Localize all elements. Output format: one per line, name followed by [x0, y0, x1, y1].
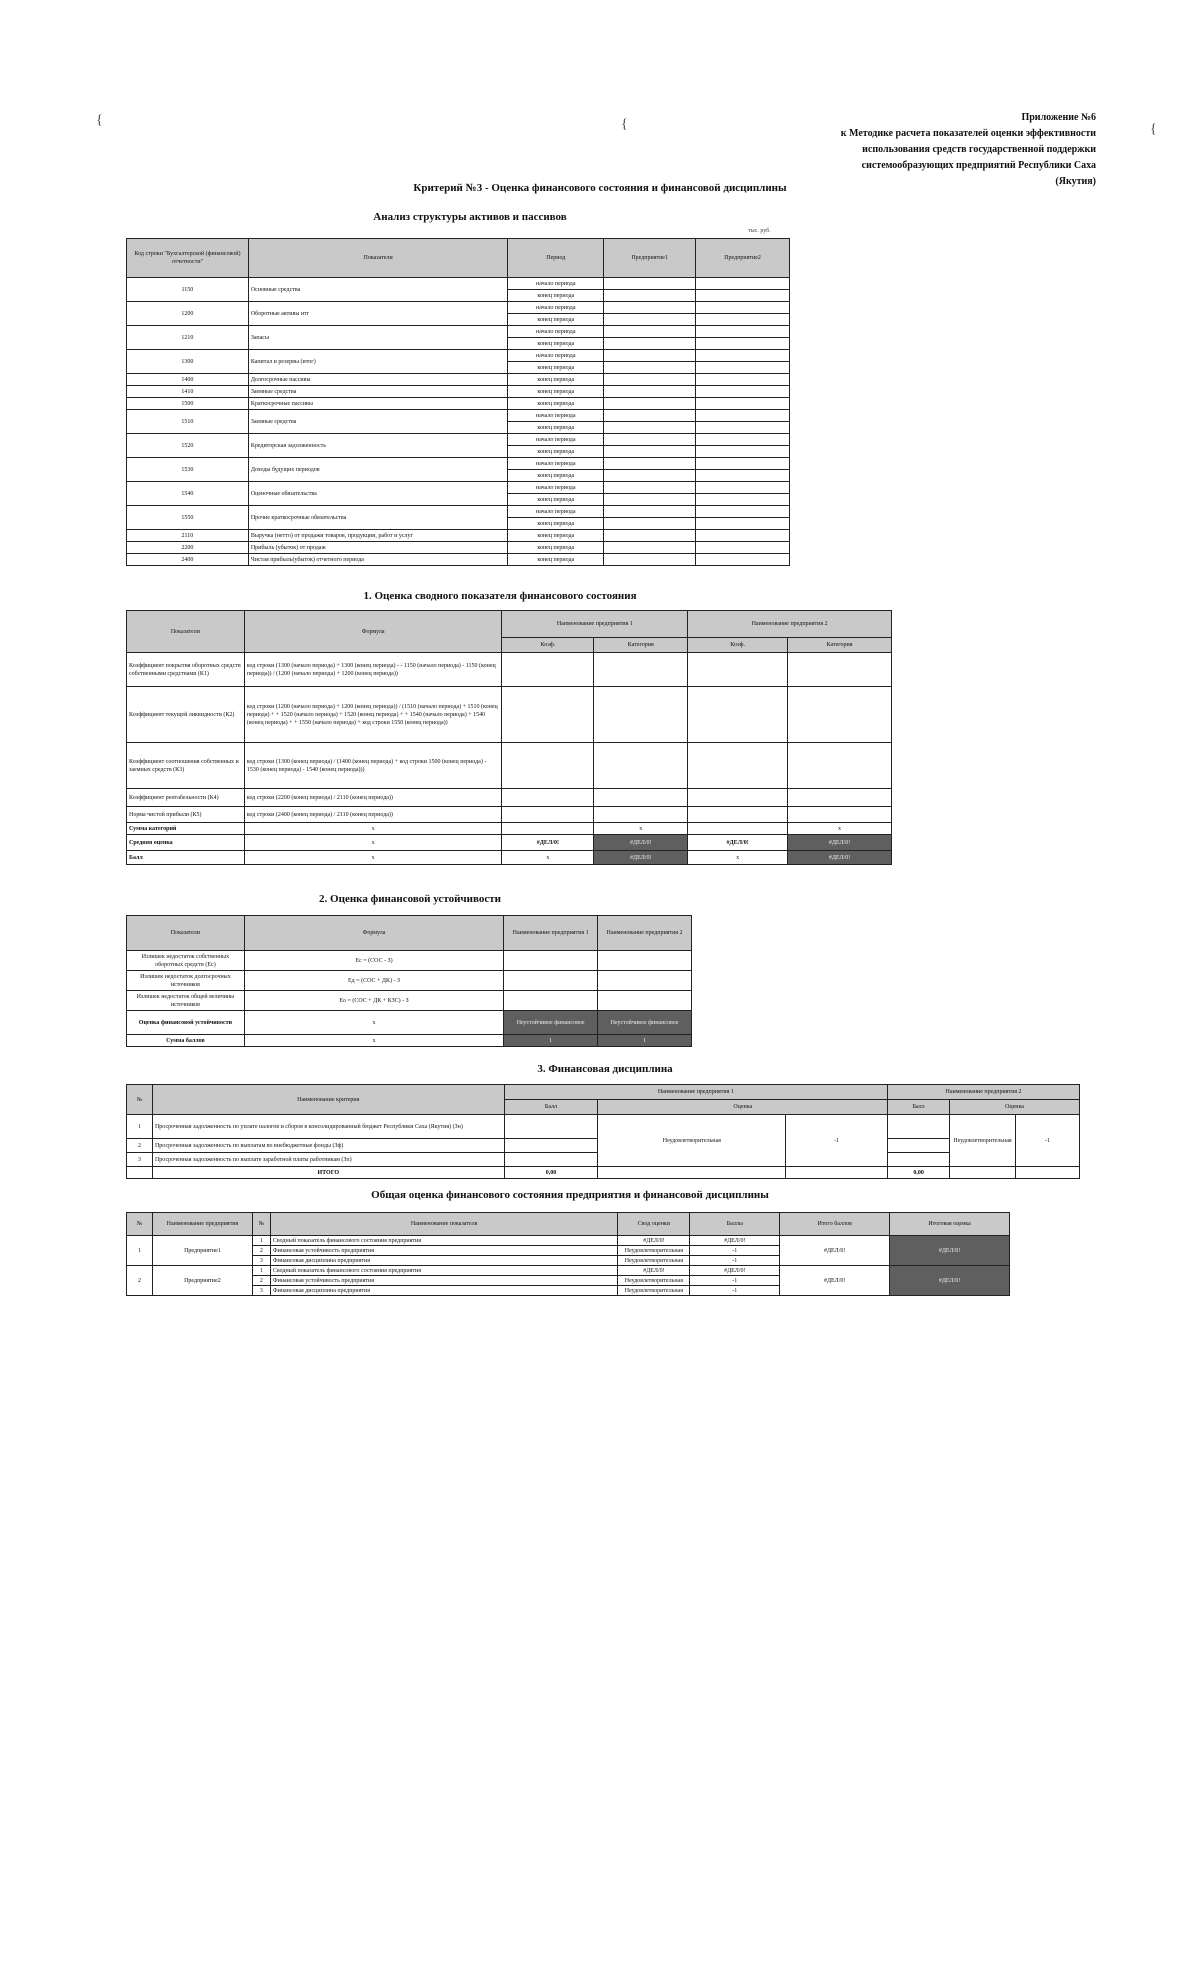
value-cell [604, 470, 696, 482]
col-enterprise2: Предприятие2 [696, 239, 790, 278]
row-indicator: Краткосрочные пассивы [248, 398, 508, 410]
value-cell [604, 554, 696, 566]
ov-col-points: Баллы [690, 1213, 780, 1236]
sum-categories-label: Сумма категорий [127, 823, 245, 835]
row-period: конец периода [508, 494, 604, 506]
row-indicator: Заемные средства [248, 410, 508, 434]
x-mark: х [594, 823, 688, 835]
analysis-row [127, 326, 790, 338]
row-period: конец периода [508, 398, 604, 410]
ov-points: #ДЕЛ/0! [690, 1236, 780, 1246]
ov-summary: #ДЕЛ/0! [618, 1266, 690, 1276]
score-one-cell: 1 [598, 1035, 692, 1047]
ov-summary: Неудовлетворительная [618, 1276, 690, 1286]
value-cell [604, 398, 696, 410]
value-cell [696, 410, 790, 422]
value-cell [696, 338, 790, 350]
row-indicator: Долгосрочные пассивы [248, 374, 508, 386]
analysis-body [127, 278, 790, 566]
appendix-line: к Методике расчета показателей оценки эффективности [840, 128, 1096, 139]
ov-final: #ДЕЛ/0! [890, 1236, 1010, 1266]
s2-assess-label: Оценка финансовой устойчивости [127, 1011, 245, 1035]
analysis-row [127, 458, 790, 470]
ov-col-total: Итого баллов [780, 1213, 890, 1236]
row-indicator: Выручка (нетто) от продажи товаров, продукции, работ и услуг [248, 530, 508, 542]
s1-col-coef: Коэф. [688, 638, 788, 653]
x-mark: х [244, 851, 502, 865]
row-code: 1200 [127, 302, 249, 326]
ov-points: -1 [690, 1246, 780, 1256]
appendix-line: Приложение №6 [1021, 112, 1096, 123]
value-cell [696, 362, 790, 374]
ov-enterprise-num: 2 [127, 1266, 153, 1296]
s2-col-formula: Формула [244, 916, 503, 951]
section2-table [126, 915, 692, 1047]
s3-assessment: Неудовлетворительная [598, 1115, 786, 1167]
ov-total: #ДЕЛ/0! [780, 1236, 890, 1266]
row-code: 1520 [127, 434, 249, 458]
s3-col-num: № [127, 1085, 153, 1115]
scan-mark: { [96, 113, 103, 128]
analysis-row [127, 554, 790, 566]
overall-title: Общая оценка финансового состояния предприятия и финансовой дисциплины [371, 1189, 769, 1201]
s3-assessment: Неудовлетворительная [950, 1115, 1016, 1167]
value-cell [604, 410, 696, 422]
value-cell [696, 278, 790, 290]
value-cell [696, 326, 790, 338]
row-period: конец периода [508, 542, 604, 554]
row-indicator: Капитал и резервы (итог) [248, 350, 508, 374]
s1-col-ent2: Наименование предприятия 2 [688, 611, 892, 638]
row-code: 1300 [127, 350, 249, 374]
s1-indicator: Норма чистой прибыли (К5) [127, 807, 245, 823]
total-label: ИТОГО [152, 1167, 504, 1179]
s3-col-score: Балл [888, 1100, 950, 1115]
value-cell [696, 446, 790, 458]
col-period: Период [508, 239, 604, 278]
analysis-row [127, 374, 790, 386]
x-mark: х [502, 851, 594, 865]
s3-col-ent2: Наименование предприятия 2 [888, 1085, 1080, 1100]
analysis-row [127, 410, 790, 422]
overall-table: № Наименование предприятия № Наименование показателя Свод оценки Баллы Итого баллов Итоговая оценка 1 Предприятие1 1 Сводный показатель финансового состояния предприятия #ДЕЛ/0! #ДЕЛ/0! #ДЕЛ/0! #ДЕЛ/0! 2 Финансовая устойчивость предприятия Неудовлетворительная -1 3 Финансовая дисциплина предприятия Неудовлетворительная -1 2 Предприятие2 1 Сводный показатель финансового состояния предприятия #ДЕЛ/0! #ДЕЛ/0! #ДЕЛ/0! #ДЕЛ/0! 2 Финансовая устойчивость предприятия Неудовлетворительная -1 3 Финансовая дисциплина предприятия Неудовлетворительная -1 [126, 1212, 1010, 1296]
unstable-cell: Неустойчивое финансовое [598, 1011, 692, 1035]
row-code: 1510 [127, 410, 249, 434]
row-indicator: Чистая прибыль(убыток) отчетного периода [248, 554, 508, 566]
s1-col-formula: Формула [244, 611, 502, 653]
value-cell [604, 278, 696, 290]
s3-col-score: Балл [504, 1100, 598, 1115]
row-code: 2200 [127, 542, 249, 554]
x-mark: х [688, 851, 788, 865]
x-mark: х [244, 1035, 503, 1047]
appendix-line: использования средств государственной поддержки [862, 144, 1096, 155]
x-mark: х [244, 835, 502, 851]
row-code: 1410 [127, 386, 249, 398]
s3-col-assess: Оценка [950, 1100, 1080, 1115]
s1-formula: код строки (2400 (конец периода) / 2110 (конец периода)) [244, 807, 502, 823]
div0-cell: #ДЕЛ/0! [594, 835, 688, 851]
ov-indicator: Финансовая устойчивость предприятия [270, 1246, 618, 1256]
value-cell [696, 494, 790, 506]
value-cell [604, 458, 696, 470]
row-indicator: Заемные средства [248, 386, 508, 398]
row-period: конец периода [508, 362, 604, 374]
ov-total: #ДЕЛ/0! [780, 1266, 890, 1296]
x-mark: х [788, 823, 892, 835]
analysis-row [127, 434, 790, 446]
s2-indicator: Излишек недостаток собственных оборотных средств (Ес) [127, 951, 245, 971]
s1-col-indicator: Показатели [127, 611, 245, 653]
row-period: конец периода [508, 554, 604, 566]
value-cell [604, 326, 696, 338]
s1-col-category: Категория [594, 638, 688, 653]
value-cell [696, 434, 790, 446]
row-period: начало периода [508, 410, 604, 422]
value-cell [604, 338, 696, 350]
value-cell [604, 314, 696, 326]
s3-row-num: 3 [127, 1153, 153, 1167]
s3-score: -1 [786, 1115, 888, 1167]
ov-indicator: Сводный показатель финансового состояния предприятия [270, 1236, 618, 1246]
row-indicator: Запасы [248, 326, 508, 350]
ov-points: -1 [690, 1256, 780, 1266]
ov-indicator: Финансовая дисциплина предприятия [270, 1256, 618, 1266]
ov-points: -1 [690, 1276, 780, 1286]
ov-col-enterprise: Наименование предприятия [152, 1213, 252, 1236]
value-cell [696, 398, 790, 410]
analysis-row [127, 278, 790, 290]
analysis-row [127, 482, 790, 494]
row-code: 1540 [127, 482, 249, 506]
row-indicator: Кредиторская задолженность [248, 434, 508, 458]
s1-formula: код строки (1200 (начало периода) + 1200 (конец периода)) / (1510 (начало периода) + 1510 (конец периода) + + 1520 (начало периода) + 1520 (конец периода) + + 1540 (начало периода) + 1540 (конец периода) + + 1550 (начало периода) + код строки 1550 (конец периода)) [244, 687, 502, 743]
s1-indicator: Коэффициент рентабельности (К4) [127, 789, 245, 807]
value-cell [696, 542, 790, 554]
ov-col-final: Итоговая оценка [890, 1213, 1010, 1236]
div0-cell: #ДЕЛ/0! [788, 851, 892, 865]
ov-summary: Неудовлетворительная [618, 1286, 690, 1296]
value-cell [696, 458, 790, 470]
value-cell [696, 374, 790, 386]
ov-col-num2: № [252, 1213, 270, 1236]
row-code: 1400 [127, 374, 249, 386]
value-cell [696, 470, 790, 482]
ov-indicator: Финансовая устойчивость предприятия [270, 1276, 618, 1286]
value-cell [696, 350, 790, 362]
analysis-row [127, 506, 790, 518]
col-indicator: Показатели [248, 239, 508, 278]
row-period: начало периода [508, 326, 604, 338]
ov-enterprise-name: Предприятие2 [152, 1266, 252, 1296]
scan-mark: { [621, 117, 628, 132]
ov-col-summary: Свод оценки [618, 1213, 690, 1236]
value-cell [696, 422, 790, 434]
analysis-row [127, 530, 790, 542]
value-cell [604, 518, 696, 530]
row-period: конец периода [508, 374, 604, 386]
s3-score: -1 [1016, 1115, 1080, 1167]
row-indicator: Основные средства [248, 278, 508, 302]
value-cell [604, 422, 696, 434]
main-title: Критерий №3 - Оценка финансового состояния и финансовой дисциплины [413, 182, 787, 194]
s3-col-criterion: Наименование критерия [152, 1085, 504, 1115]
s3-criterion: Просроченная задолженность по выплатам во внебюджетные фонды (Зф) [152, 1139, 504, 1153]
analysis-title: Анализ структуры активов и пассивов [373, 211, 567, 223]
value-cell [696, 506, 790, 518]
analysis-row [127, 302, 790, 314]
appendix-header [841, 110, 1096, 190]
analysis-row [127, 350, 790, 362]
value-cell [604, 482, 696, 494]
row-period: конец периода [508, 338, 604, 350]
s3-row-num: 1 [127, 1115, 153, 1139]
s3-col-ent1: Наименование предприятия 1 [504, 1085, 888, 1100]
s1-indicator: Коэффициент покрытия оборотных средств собственными средствами (К1) [127, 653, 245, 687]
row-code: 1530 [127, 458, 249, 482]
row-indicator: Оборотные активы итг [248, 302, 508, 326]
ov-points: -1 [690, 1286, 780, 1296]
div0-value: #ДЕЛ/0! [688, 835, 788, 851]
s1-col-ent1: Наименование предприятия 1 [502, 611, 688, 638]
s3-criterion: Просроченная задолженность по уплате налогов и сборов в консолидированный бюджет Республики Саха (Якутия) (Зн) [152, 1115, 504, 1139]
x-mark: х [244, 1011, 503, 1035]
section1-title: 1. Оценка сводного показателя финансового состояния [363, 590, 637, 602]
row-code: 1500 [127, 398, 249, 410]
section3-title: 3. Финансовая дисциплина [537, 1063, 673, 1075]
value-cell [696, 386, 790, 398]
s2-col-indicator: Показатели [127, 916, 245, 951]
row-period: конец периода [508, 386, 604, 398]
ov-col-num: № [127, 1213, 153, 1236]
ov-indicator: Финансовая дисциплина предприятия [270, 1286, 618, 1296]
row-code: 1210 [127, 326, 249, 350]
div0-value: #ДЕЛ/0! [502, 835, 594, 851]
section2-title: 2. Оценка финансовой устойчивости [319, 893, 501, 905]
row-period: начало периода [508, 458, 604, 470]
s2-indicator: Излишек недостаток общей величины источников [127, 991, 245, 1011]
s2-formula: Ед = (СОС + ДК) - З [244, 971, 503, 991]
ov-enterprise-name: Предприятие1 [152, 1236, 252, 1266]
row-indicator: Доходы будущих периодов [248, 458, 508, 482]
s2-indicator: Излишек недостаток долгосрочных источников [127, 971, 245, 991]
row-period: начало периода [508, 350, 604, 362]
s2-sum-label: Сумма баллов [127, 1035, 245, 1047]
s2-formula: Ео = (СОС + ДК + КЗС) - З [244, 991, 503, 1011]
value-cell [604, 434, 696, 446]
section3-table [126, 1084, 1080, 1179]
value-cell [604, 350, 696, 362]
score-label: Балл [127, 851, 245, 865]
ov-final: #ДЕЛ/0! [890, 1266, 1010, 1296]
row-period: конец периода [508, 518, 604, 530]
value-cell [604, 530, 696, 542]
score-one-cell: 1 [504, 1035, 598, 1047]
s1-indicator: Коэффициент соотношения собственных и заемных средств (К3) [127, 743, 245, 789]
analysis-row [127, 386, 790, 398]
units-label: тыс. руб. [748, 228, 771, 234]
s3-row-num: 2 [127, 1139, 153, 1153]
analysis-row [127, 542, 790, 554]
value-cell [604, 494, 696, 506]
analysis-table [126, 238, 790, 566]
s3-criterion: Просроченная задолженность по выплате заработной платы работникам (Зп) [152, 1153, 504, 1167]
value-cell [604, 506, 696, 518]
s1-col-category: Категория [788, 638, 892, 653]
ov-summary: Неудовлетворительная [618, 1246, 690, 1256]
s1-indicator: Коэффициент текущей ликвидности (К2) [127, 687, 245, 743]
value-cell [604, 290, 696, 302]
appendix-line: системообразующих предприятий Республики Саха [861, 160, 1096, 171]
avg-score-label: Средняя оценка [127, 835, 245, 851]
total-score: 0,00 [504, 1167, 598, 1179]
div0-cell: #ДЕЛ/0! [788, 835, 892, 851]
s1-col-coef: Коэф. [502, 638, 594, 653]
s1-formula: код строки (1300 (конец периода) / (1400 (конец периода) + код строки 1500 (конец периода) - 1530 (конец периода) - 1540 (конец периода))) [244, 743, 502, 789]
value-cell [696, 518, 790, 530]
section1-table [126, 610, 892, 865]
s3-col-assess: Оценка [598, 1100, 888, 1115]
value-cell [604, 386, 696, 398]
s2-formula: Ес = (СОС - З) [244, 951, 503, 971]
row-code: 2400 [127, 554, 249, 566]
row-period: конец периода [508, 422, 604, 434]
row-period: начало периода [508, 302, 604, 314]
row-period: конец периода [508, 290, 604, 302]
value-cell [604, 542, 696, 554]
value-cell [604, 362, 696, 374]
row-period: начало периода [508, 506, 604, 518]
value-cell [696, 314, 790, 326]
value-cell [604, 374, 696, 386]
ov-points: #ДЕЛ/0! [690, 1266, 780, 1276]
row-indicator: Прочие краткосрочные обязательства [248, 506, 508, 530]
row-code: 1150 [127, 278, 249, 302]
row-code: 2110 [127, 530, 249, 542]
col-enterprise1: Предприятие1 [604, 239, 696, 278]
appendix-line: (Якутия) [1055, 176, 1096, 187]
value-cell [604, 302, 696, 314]
row-period: конец периода [508, 314, 604, 326]
row-period: конец периода [508, 530, 604, 542]
ov-indicator: Сводный показатель финансового состояния предприятия [270, 1266, 618, 1276]
ov-col-indicator: Наименование показателя [270, 1213, 618, 1236]
col-code: Код строки "Бухгалтерской (финансовой) отчетности" [127, 239, 249, 278]
row-period: начало периода [508, 278, 604, 290]
analysis-row [127, 398, 790, 410]
s2-col-ent2: Наименование предприятия 2 [598, 916, 692, 951]
x-mark: х [244, 823, 502, 835]
ov-enterprise-num: 1 [127, 1236, 153, 1266]
s1-formula: код строки (1300 (начало периода) + 1300 (конец периода) - - 1150 (начало периода) - 1150 (конец периода)) / (1200 (начало периода) + 1200 (конец периода)) [244, 653, 502, 687]
row-period: начало периода [508, 434, 604, 446]
value-cell [696, 290, 790, 302]
value-cell [604, 446, 696, 458]
ov-summary: #ДЕЛ/0! [618, 1236, 690, 1246]
div0-cell: #ДЕЛ/0! [594, 851, 688, 865]
row-code: 1550 [127, 506, 249, 530]
ov-summary: Неудовлетворительная [618, 1256, 690, 1266]
row-indicator: Оценочные обязательства [248, 482, 508, 506]
value-cell [696, 482, 790, 494]
scan-mark: { [1150, 122, 1157, 137]
value-cell [696, 302, 790, 314]
row-period: начало периода [508, 482, 604, 494]
s2-col-ent1: Наименование предприятия 1 [504, 916, 598, 951]
unstable-cell: Неустойчивое финансовое [504, 1011, 598, 1035]
value-cell [696, 530, 790, 542]
total-score: 0,00 [888, 1167, 950, 1179]
row-indicator: Прибыль (убыток) от продаж [248, 542, 508, 554]
row-period: конец периода [508, 470, 604, 482]
value-cell [696, 554, 790, 566]
row-period: конец периода [508, 446, 604, 458]
s1-formula: код строки (2200 (конец периода) / 2110 (конец периода)) [244, 789, 502, 807]
